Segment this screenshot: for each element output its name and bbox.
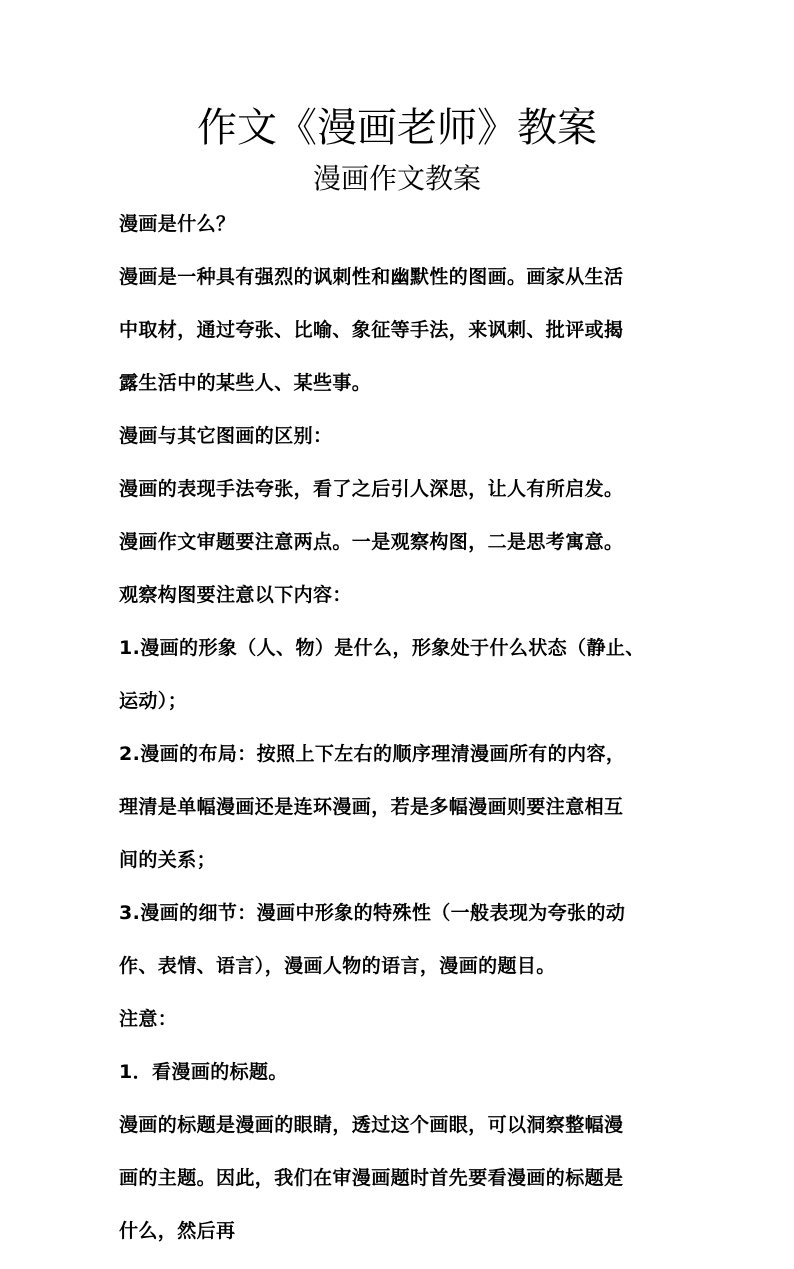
text-line: 漫画的标题是漫画的眼睛，透过这个画眼，可以洞察整幅漫 [119, 1114, 624, 1136]
text-line: 理清是单幅漫画还是连环漫画，若是多幅漫画则要注意相互 [119, 796, 624, 818]
text-line: 观察构图要注意以下内容： [119, 584, 352, 606]
text-line: 中取材，通过夸张、比喻、象征等手法，来讽刺、批评或揭 [119, 319, 624, 341]
text-line: 作、表情、语言），漫画人物的语言，漫画的题目。 [119, 955, 556, 977]
text-line: 漫画的表现手法夸张，看了之后引人深思，让人有所启发。 [119, 478, 624, 500]
document-body [119, 209, 679, 1269]
text-line: 漫画作文审题要注意两点。一是观察构图，二是思考寓意。 [119, 531, 624, 553]
text-line: 运动）； [119, 690, 188, 712]
text-line: 什么，然后再 [119, 1220, 236, 1242]
text-line: 间的关系； [119, 849, 217, 871]
text-line: 漫画是什么？ [119, 213, 236, 235]
text-line: 注意： [119, 1008, 178, 1030]
text-line: 1．看漫画的标题。 [119, 1061, 288, 1083]
text-line: 露生活中的某些人、某些事。 [119, 372, 372, 394]
text-line: 2.漫画的布局：按照上下左右的顺序理清漫画所有的内容， [119, 743, 626, 765]
document-subtitle: 漫画作文教案 [312, 162, 481, 195]
text-line: 漫画是一种具有强烈的讽刺性和幽默性的图画。画家从生活 [119, 266, 624, 288]
text-line: 3.漫画的细节：漫画中形象的特殊性（一般表现为夸张的动 [119, 902, 626, 924]
text-line: 漫画与其它图画的区别： [119, 425, 333, 447]
text-line: 画的主题。因此，我们在审漫画题时首先要看漫画的标题是 [119, 1167, 624, 1189]
text-line: 1.漫画的形象（人、物）是什么，形象处于什么状态（静止、 [119, 637, 645, 659]
document-title: 作文《漫画老师》教案 [197, 105, 597, 151]
